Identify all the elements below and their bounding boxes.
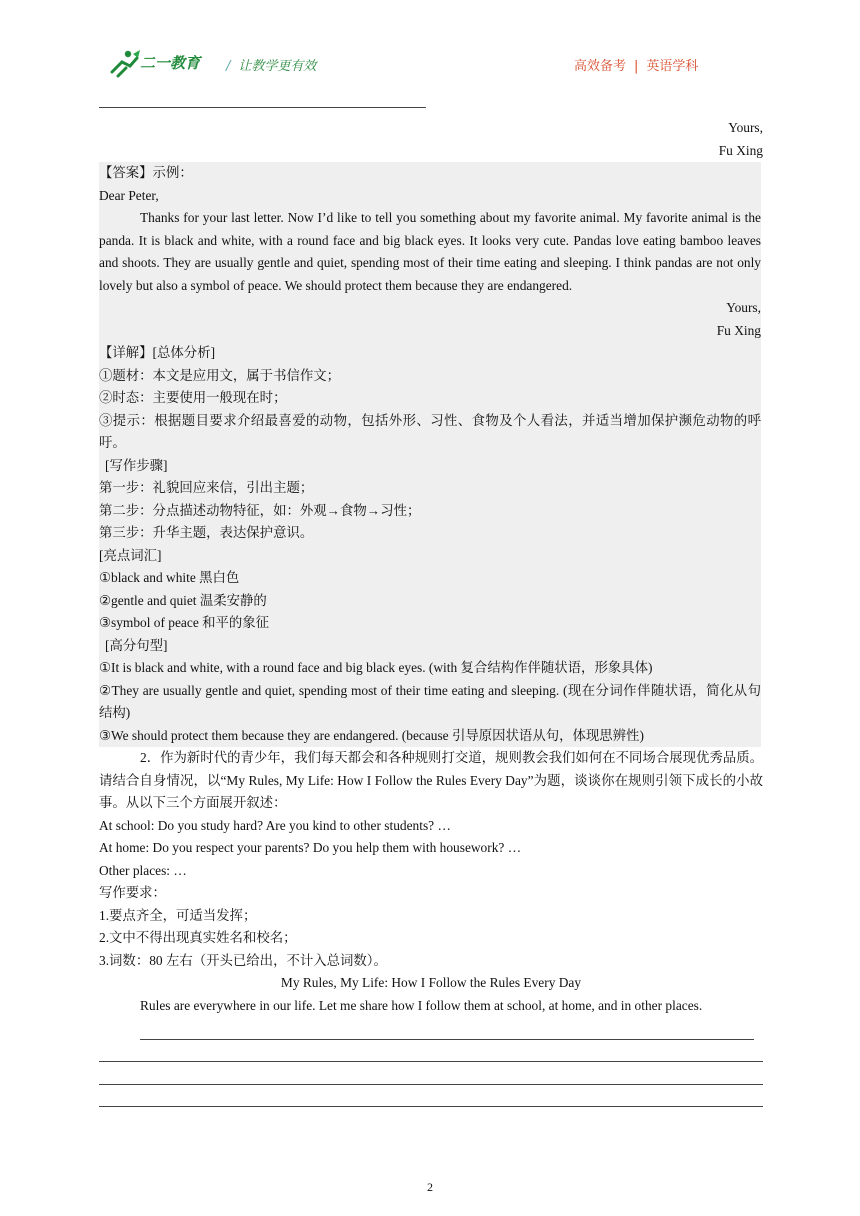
vocab-item: ①black and white 黑白色 [99, 570, 240, 585]
writing-line [140, 1017, 754, 1040]
answer-label: 【答案】示例： [99, 165, 193, 180]
vocab-label: [亮点词汇] [99, 547, 162, 563]
aspect-item: Other places: … [99, 862, 187, 878]
signature: Fu Xing [718, 142, 763, 158]
analysis-item: ①题材：本文是应用文，属于书信作文； [99, 367, 341, 383]
requirement-item: 2.文中不得出现真实姓名和校名； [99, 930, 297, 945]
letter-body: Thanks for your last letter. Now I’d like to tell you something about my favorite animal. My favorite animal is the panda. It is black and white, with a round face and big black eyes. It looks very cute. Pandas love eating bamboo leaves and shoots. They are usually gentle and quiet, spending most of their time eating and sleeping. I think pandas are not only lovely but also a symbol of peace. We should protect them because they are endangered. [99, 210, 761, 293]
writing-line [99, 1040, 763, 1063]
detail-label: 【详解】[总体分析] [99, 345, 216, 360]
step-item: 第二步：分点描述动物特征，如：外观→食物→习性； [99, 502, 421, 518]
requirements-label: 写作要求： [99, 885, 166, 900]
page-number: 2 [427, 1180, 433, 1194]
answer-blank-line [99, 94, 426, 108]
writing-line [99, 1062, 763, 1085]
step-item: 第三步：升华主题，表达保护意识。 [99, 525, 314, 540]
aspect-item: At school: Do you study hard? Are you kind to other students? … [99, 817, 451, 833]
step-item: 第一步：礼貌回应来信，引出主题； [99, 480, 314, 495]
aspect-item: At home: Do you respect your parents? Do you help them with housework? … [99, 840, 522, 855]
essay-start: Rules are everywhere in our life. Let me share how I follow them at school, at home, and in other places. [140, 997, 703, 1013]
document-body [99, 94, 763, 1107]
vocab-item: ③symbol of peace 和平的象征 [99, 615, 270, 630]
closing: Yours, [728, 120, 763, 135]
essay-title: My Rules, My Life: How I Follow the Rules Every Day [280, 975, 582, 990]
answer-section [99, 162, 761, 747]
header-subject: 高效备考 | 英语学科 [574, 59, 699, 74]
page-header [0, 0, 860, 90]
vocab-item: ②gentle and quiet 温柔安静的 [99, 592, 267, 608]
sentence-item: ③We should protect them because they are endangered. (because 引导原因状语从句，体现思辨性) [99, 727, 644, 743]
writing-line [99, 1085, 763, 1108]
sentence-item: ②They are usually gentle and quiet, spending most of their time eating and sleeping. (现在分词作伴随状语，简化从句结构) [99, 682, 761, 720]
answer-signature: Fu Xing [716, 322, 761, 338]
salutation: Dear Peter, [99, 187, 159, 203]
analysis-item: ③提示：根据题目要求介绍最喜爱的动物，包括外形、习性、食物及个人看法，并适当增加保护濒危动物的呼吁。 [99, 412, 761, 450]
sentence-item: ①It is black and white, with a round face and big black eyes. (with 复合结构作伴随状语，形象具体) [99, 660, 653, 675]
steps-label: [写作步骤] [105, 457, 168, 473]
analysis-item: ②时态：主要使用一般现在时； [99, 390, 287, 405]
slogan: / 让教学更有效 [226, 59, 317, 74]
sentence-label: [高分句型] [105, 637, 168, 653]
requirement-item: 1.要点齐全，可适当发挥； [99, 907, 257, 923]
answer-closing: Yours, [726, 300, 761, 315]
question-intro: 2．作为新时代的青少年，我们每天都会和各种规则打交道，规则教会我们如何在不同场合展现优秀品质。请结合自身情况，以“My Rules, My Life: How I Follow the Rules Every Day”为题，谈谈你在规则引领下成长的小故事。从以下三个方面展开叙述： [99, 750, 763, 810]
requirement-item: 3.词数：80 左右（开头已给出，不计入总词数）。 [99, 952, 387, 968]
logo-text: 二一教育 [140, 54, 201, 72]
